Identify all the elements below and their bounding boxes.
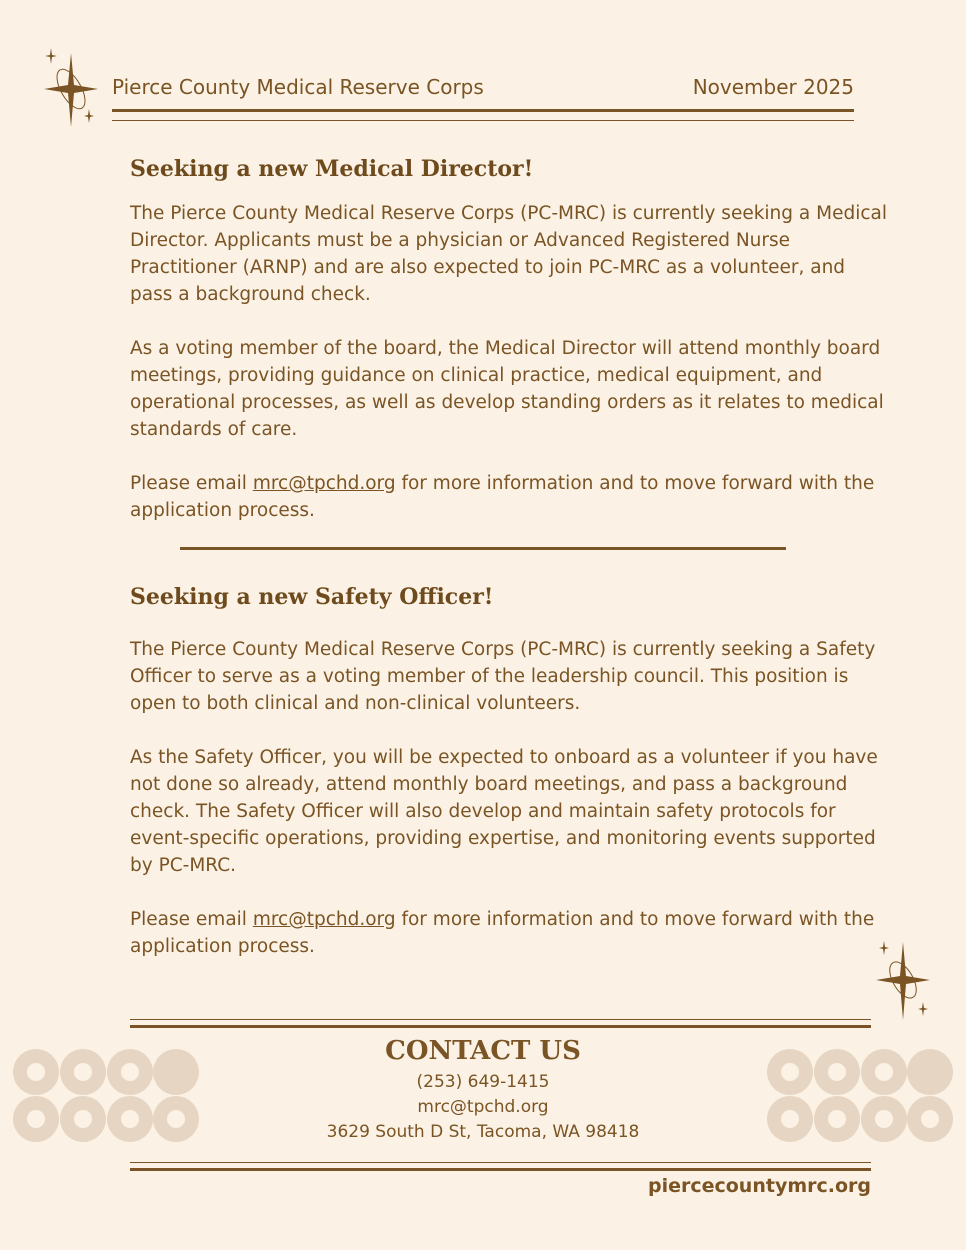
section1-body	[130, 200, 890, 524]
contact-rule-thick	[130, 1025, 871, 1028]
section2-para3-lead: Please email	[130, 909, 253, 930]
section-divider	[180, 547, 786, 550]
section2-para2: As the Safety Officer, you will be expected to onboard as a volunteer if you have not done so already, attend monthly board meetings, and pass a background check. The Safety Officer will also develop and maintain safety protocols for event-specific operations, providing expertise, and monitoring events supported by PC-MRC.	[130, 747, 878, 876]
header-rule-thin	[112, 120, 854, 121]
contact-phone: (253) 649-1415	[416, 1072, 550, 1092]
contact-rule-thin	[130, 1019, 871, 1020]
section2-title: Seeking a new Safety Officer!	[130, 584, 494, 610]
section1-para1: The Pierce County Medical Reserve Corps (PC-MRC) is currently seeking a Medical Director. Applicants must be a physician or Advanced Registered Nurse Practitioner (ARNP) and are also expected to join PC-MRC as a volunteer, and pass a background check.	[130, 203, 888, 305]
section2-body	[130, 636, 890, 960]
section2-para1: The Pierce County Medical Reserve Corps (PC-MRC) is currently seeking a Safety Officer to serve as a voting member of the leadership council. This position is open to both clinical and non-clinical volunteers.	[130, 639, 876, 714]
section1-para3	[130, 470, 890, 524]
section1-para3-tail: for more information and to move forward with the application process.	[130, 473, 875, 521]
section1-title: Seeking a new Medical Director!	[130, 156, 534, 182]
section1-email-link[interactable]: mrc@tpchd.org	[252, 473, 396, 494]
footer-rule-thin	[130, 1162, 871, 1163]
sparkle-icon	[872, 938, 934, 1023]
header-rule-thick	[112, 109, 854, 112]
header-org: Pierce County Medical Reserve Corps	[112, 75, 484, 99]
section2-email-link[interactable]: mrc@tpchd.org	[252, 909, 396, 930]
website-link[interactable]: piercecountymrc.org	[647, 1175, 871, 1197]
contact-email: mrc@tpchd.org	[417, 1097, 549, 1117]
contact-address: 3629 South D St, Tacoma, WA 98418	[326, 1122, 640, 1142]
section1-para3-lead: Please email	[130, 473, 253, 494]
section2-para3	[130, 906, 890, 960]
sparkle-icon	[40, 45, 102, 130]
footer-rule-thick	[130, 1168, 871, 1171]
contact-title: CONTACT US	[385, 1036, 581, 1066]
header-date: November 2025	[692, 75, 854, 99]
section1-para2: As a voting member of the board, the Medical Director will attend monthly board meetings, providing guidance on clinical practice, medical equipment, and operational processes, as well as develop standing orders as it relates to medical standards of care.	[130, 338, 884, 440]
section2-para3-tail: for more information and to move forward with the application process.	[130, 909, 875, 957]
